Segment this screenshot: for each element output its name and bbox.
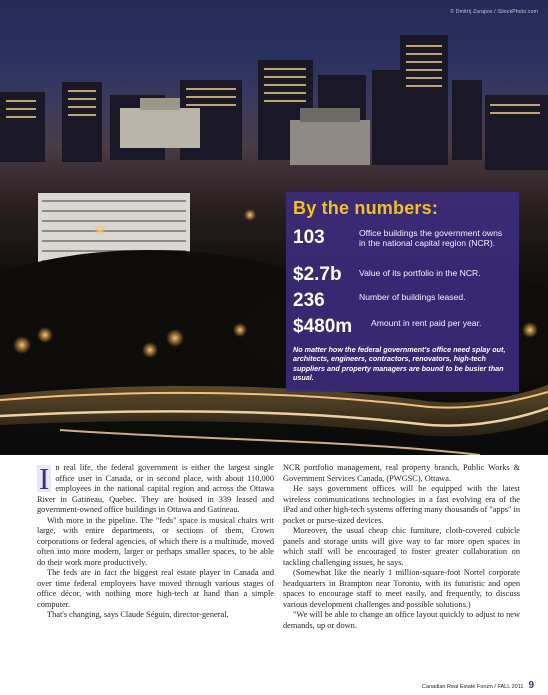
article-paragraph: The feds are in fact the biggest real estate player in Canada and over time federal employees have moved through various stages of office décor, with nothing more high-tech at hand than a simple computer. bbox=[37, 568, 274, 609]
by-the-numbers-box bbox=[286, 192, 519, 392]
stat-value: $2.7b bbox=[293, 264, 342, 285]
article-column-left bbox=[37, 463, 274, 621]
page-number: 9 bbox=[528, 680, 534, 691]
numbers-heading: By the numbers: bbox=[293, 198, 439, 218]
numbers-note: No matter how the federal government's office need splay out, architects, engineers, contractors, renovators, high-tech suppliers and property managers are bound to be busier than usual. bbox=[293, 345, 506, 383]
stat-description: Number of buildings leased. bbox=[359, 292, 466, 302]
stat-row bbox=[293, 228, 511, 265]
stat-value: 236 bbox=[293, 290, 325, 311]
stat-row bbox=[293, 317, 511, 344]
article-paragraph: With more in the pipeline. The "feds" space is musical chairs writ large, with entire departments, or sections of them, Crown corporations or federal agencies, of which there is a multitude, moved often into more modern, larger or perhaps smaller spaces, to be able do their work more productively. bbox=[37, 515, 274, 567]
stat-value: 103 bbox=[293, 227, 325, 248]
article-paragraph: Moreover, the usual cheap chic furniture, cloth-covered cubicle panels and storage units will give way to far more open spaces in which staff will be encouraged to foster greater collaboration on tackling challenging issues, he says. bbox=[283, 526, 520, 567]
article-column-right bbox=[283, 463, 520, 631]
stat-row bbox=[293, 291, 511, 317]
paragraph-text: n real life, the federal government is either the largest single office user in Canada, or in second place, with about 110,000 employees in the national capital region and across the Ottawa River in Gatineau, Quebec. They are housed in 339 leased and government-owned office buildings in Ottawa and Gatineau. bbox=[37, 463, 274, 514]
article-body bbox=[0, 455, 548, 695]
photo-credit: © Dmitrij Zarapov / iStockPhoto.com bbox=[450, 9, 538, 15]
stat-value: $480m bbox=[293, 316, 353, 337]
publication-name: Canadian Real Estate Forum / FALL 2011 bbox=[421, 684, 524, 690]
article-paragraph: NCR portfolio management, real property branch, Public Works & Government Services Canada, (PWGSC), Ottawa. bbox=[283, 463, 520, 483]
article-paragraph: He says government offices will be equipped with the latest wireless communications technologies in a fast evolving era of the iPad and other high-tech systems offering many thousands of "apps" in pocket or purse-sized devices. bbox=[283, 484, 520, 525]
page-footer bbox=[422, 680, 534, 691]
drop-cap: I bbox=[39, 461, 50, 496]
stat-row bbox=[293, 265, 511, 291]
article-paragraph bbox=[37, 463, 274, 516]
article-paragraph: (Somewhat like the nearly 1 million-square-foot Nortel corporate headquarters in Brampton near Toronto, with its futuristic and open spaces to encourage staff to meet easily, and frequently, to discuss various development challenges and possible solutions.) bbox=[283, 568, 520, 609]
article-paragraph: "We will be able to change an office layout quickly to adjust to new demands, up or down. bbox=[283, 610, 520, 630]
stat-description: Office buildings the government owns in the national capital region (NCR). bbox=[359, 228, 503, 248]
article-paragraph: That's changing, says Claude Séguin, director-general, bbox=[47, 610, 229, 619]
stat-description: Amount in rent paid per year. bbox=[371, 318, 482, 328]
stat-description: Value of its portfolio in the NCR. bbox=[359, 268, 481, 278]
